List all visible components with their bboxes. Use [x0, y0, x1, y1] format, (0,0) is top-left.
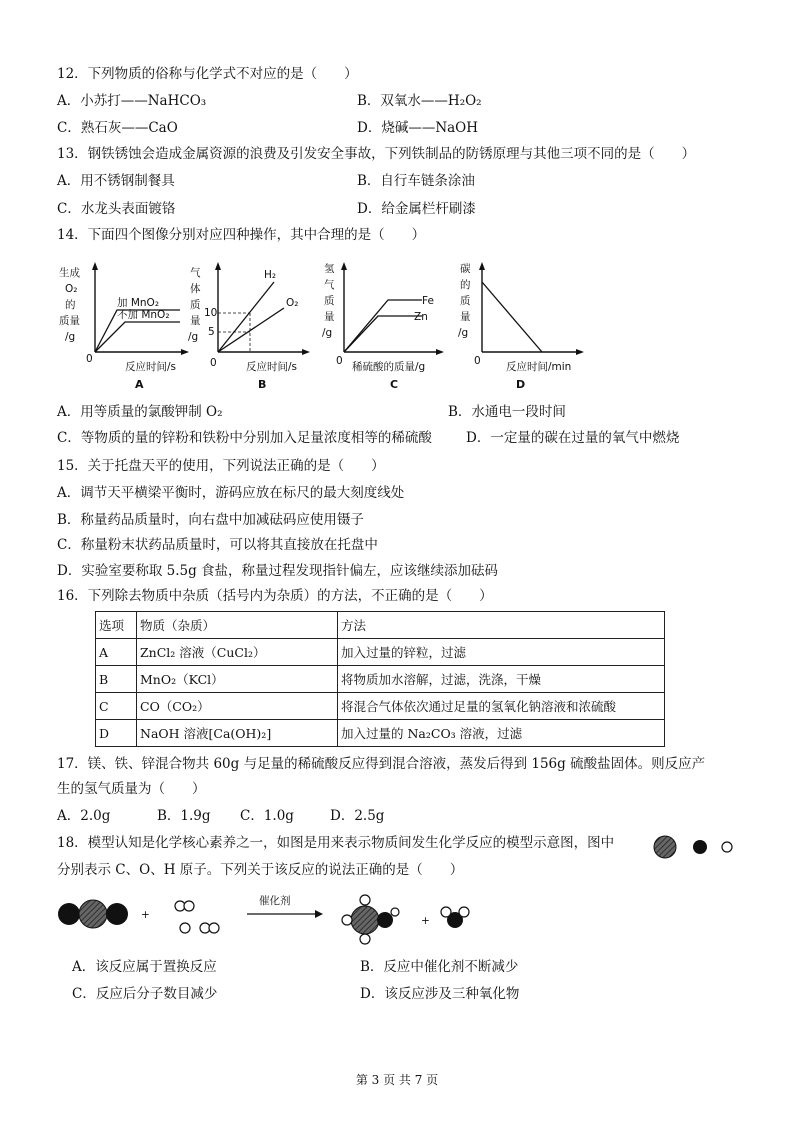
q18-option-d: D．该反应涉及三种氧化物: [360, 986, 520, 1002]
graph-b-xlabel: 反应时间/s: [246, 361, 298, 373]
q13-option-b: B．自行车链条涂油: [357, 173, 475, 189]
graph-c-label-zn: Zn: [414, 311, 428, 323]
graph-b-line-o2: [218, 308, 284, 352]
svg-text:量: 量: [324, 311, 335, 323]
q18-stem-line1: 18．模型认知是化学核心素养之一，如图是用来表示物质间发生化学反应的模型示意图，图中: [57, 835, 615, 851]
q17-stem-line2: 生的氢气质量为（ ）: [57, 781, 206, 797]
q14-option-b: B．水通电一段时间: [448, 404, 566, 420]
q15-option-a: A．调节天平横梁平衡时，游码应放在标尺的最大刻度线处: [57, 485, 405, 501]
svg-text:/g: /g: [322, 327, 333, 339]
plus-sign-2: +: [421, 915, 430, 927]
graph-b-label-h2: H₂: [264, 269, 277, 281]
svg-text:的: 的: [65, 299, 76, 311]
q15-option-b: B．称量药品质量时，向右盘中加减砝码应使用镊子: [57, 512, 364, 528]
graph-c-line-zn: [344, 316, 422, 352]
table-row: [96, 720, 665, 747]
q16-stem: 16．下列除去物质中杂质（括号内为杂质）的方法，不正确的是（ ）: [57, 588, 493, 604]
q17-option-b: B．1.9g: [157, 808, 211, 824]
graph-d-ylabel: [458, 262, 471, 339]
q13-option-d: D．给金属栏杆刷漆: [357, 201, 476, 217]
svg-text:质量: 质量: [59, 315, 80, 327]
table-header-cell: 方法: [338, 612, 665, 639]
svg-text:/g: /g: [188, 331, 199, 343]
svg-text:O₂: O₂: [65, 283, 78, 295]
reactant-molecule-icon: [58, 900, 128, 928]
graph-b-caption: B: [258, 378, 267, 391]
graph-d-origin: 0: [474, 355, 481, 367]
table-cell: 将物质加水溶解，过滤，洗涤，干燥: [338, 666, 665, 693]
oxygen-atom-icon: [693, 840, 707, 854]
graph-a-caption: A: [135, 378, 144, 391]
q12-option-c: C．熟石灰——CaO: [57, 120, 178, 136]
water-molecule-icon: [441, 907, 469, 928]
svg-text:的: 的: [460, 279, 471, 291]
table-cell: MnO₂（KCl）: [137, 666, 338, 693]
table-header-row: [96, 612, 665, 639]
page-footer: 第 3 页 共 7 页: [355, 1073, 439, 1087]
graph-a-xlabel: 反应时间/s: [125, 361, 177, 373]
q18-option-c: C．反应后分子数目减少: [72, 986, 218, 1002]
svg-text:质: 质: [324, 295, 335, 307]
product-molecule-icon: [342, 895, 399, 944]
q17-option-c: C．1.0g: [240, 808, 294, 824]
table-header-cell: 选项: [96, 612, 137, 639]
graph-c-line-fe: [344, 300, 422, 352]
table-cell: 将混合气体依次通过足量的氢氧化钠溶液和浓硫酸: [338, 693, 665, 720]
plus-sign-1: +: [141, 909, 150, 921]
q14-option-a: A．用等质量的氯酸钾制 O₂: [57, 404, 223, 420]
q14-graph-c: [322, 258, 452, 402]
graph-c-ylabel: [322, 262, 335, 339]
carbon-atom-icon: [654, 836, 676, 858]
table-cell: D: [96, 720, 137, 747]
graph-d-caption: D: [516, 378, 526, 391]
table-row: [96, 666, 665, 693]
q15-option-d: D．实验室要称取 5.5g 食盐，称量过程发现指针偏左，应该继续添加砝码: [57, 563, 499, 579]
q14-graph-a: [55, 258, 195, 402]
graph-b-tick-5: 5: [208, 326, 215, 338]
table-cell: CO（CO₂）: [137, 693, 338, 720]
graph-b-line-h2: [218, 282, 274, 352]
svg-text:量: 量: [190, 315, 201, 327]
svg-text:氢: 氢: [324, 263, 335, 275]
svg-text:/g: /g: [65, 331, 76, 343]
hydrogen-molecules-icon: [175, 901, 219, 933]
q14-graph-d: [456, 258, 596, 402]
graph-a-label-mno2: 加 MnO₂: [117, 297, 160, 309]
q14-option-c: C．等物质的量的锌粉和铁粉中分别加入足量浓度相等的稀硫酸: [57, 430, 432, 446]
table-cell: ZnCl₂ 溶液（CuCl₂）: [137, 639, 338, 666]
svg-text:气: 气: [190, 267, 201, 279]
q12-option-b: B．双氧水——H₂O₂: [357, 93, 482, 109]
graph-b-ylabel: [188, 266, 201, 343]
table-cell: 加入过量的 Na₂CO₃ 溶液，过滤: [338, 720, 665, 747]
svg-text:/g: /g: [458, 327, 469, 339]
q16-table: [95, 611, 665, 747]
atom-legend: [652, 834, 738, 864]
table-row: [96, 693, 665, 720]
q13-option-a: A．用不锈钢制餐具: [57, 173, 175, 189]
q12-option-d: D．烧碱——NaOH: [357, 120, 479, 136]
q17-option-a: A．2.0g: [57, 808, 111, 824]
reaction-diagram: [55, 890, 495, 950]
graph-b-origin: 0: [210, 357, 217, 369]
table-cell: A: [96, 639, 137, 666]
q18-option-b: B．反应中催化剂不断减少: [360, 959, 519, 975]
q18-option-a: A．该反应属于置换反应: [72, 959, 217, 975]
svg-text:体: 体: [190, 283, 201, 295]
svg-text:气: 气: [324, 279, 335, 291]
q18-stem-line2: 分别表示 C、O、H 原子。下列关于该反应的说法正确的是（ ）: [57, 862, 464, 878]
graph-d-line-carbon: [482, 282, 542, 352]
table-cell: 加入过量的锌粒，过滤: [338, 639, 665, 666]
q13-stem: 13．钢铁锈蚀会造成金属资源的浪费及引发安全事故，下列铁制品的防锈原理与其他三项不同的是（ ）: [57, 146, 696, 162]
graph-c-xlabel: 稀硫酸的质量/g: [352, 361, 426, 373]
table-cell: B: [96, 666, 137, 693]
graph-a-origin: 0: [86, 353, 93, 365]
q15-stem: 15．关于托盘天平的使用，下列说法正确的是（ ）: [57, 458, 385, 474]
q15-option-c: C．称量粉末状药品质量时，可以将其直接放在托盘中: [57, 537, 378, 553]
graph-c-label-fe: Fe: [422, 295, 434, 307]
table-header-cell: 物质（杂质）: [137, 612, 338, 639]
svg-text:质: 质: [460, 295, 471, 307]
q12-stem: 12．下列物质的俗称与化学式不对应的是（ ）: [57, 66, 358, 82]
q14-stem: 14．下面四个图像分别对应四种操作，其中合理的是（ ）: [57, 227, 426, 243]
q14-graph-b: [188, 258, 318, 402]
graph-a-ylabel: [59, 266, 80, 343]
hydrogen-atom-icon: [722, 842, 732, 852]
svg-text:生成: 生成: [59, 267, 80, 279]
q17-stem-line1: 17．镁、铁、锌混合物共 60g 与足量的稀硫酸反应得到混合溶液，蒸发后得到 156g 硫酸盐固体。则反应产: [57, 756, 706, 772]
table-row: [96, 639, 665, 666]
table-cell: C: [96, 693, 137, 720]
svg-text:量: 量: [460, 311, 471, 323]
graph-a-label-no-mno2: 不加 MnO₂: [117, 309, 170, 321]
q12-option-a: A．小苏打——NaHCO₃: [57, 93, 207, 109]
catalyst-label: 催化剂: [259, 895, 291, 907]
svg-text:质: 质: [190, 299, 201, 311]
q17-option-d: D．2.5g: [330, 808, 385, 824]
graph-c-origin: 0: [336, 355, 343, 367]
q14-option-d: D．一定量的碳在过量的氧气中燃烧: [466, 430, 680, 446]
svg-text:碳: 碳: [460, 263, 471, 275]
graph-b-label-o2: O₂: [286, 297, 299, 309]
q13-option-c: C．水龙头表面镀铬: [57, 201, 176, 217]
graph-c-caption: C: [390, 378, 399, 391]
graph-d-xlabel: 反应时间/min: [506, 361, 572, 373]
table-cell: NaOH 溶液[Ca(OH)₂]: [137, 720, 338, 747]
graph-b-tick-10: 10: [204, 307, 218, 319]
